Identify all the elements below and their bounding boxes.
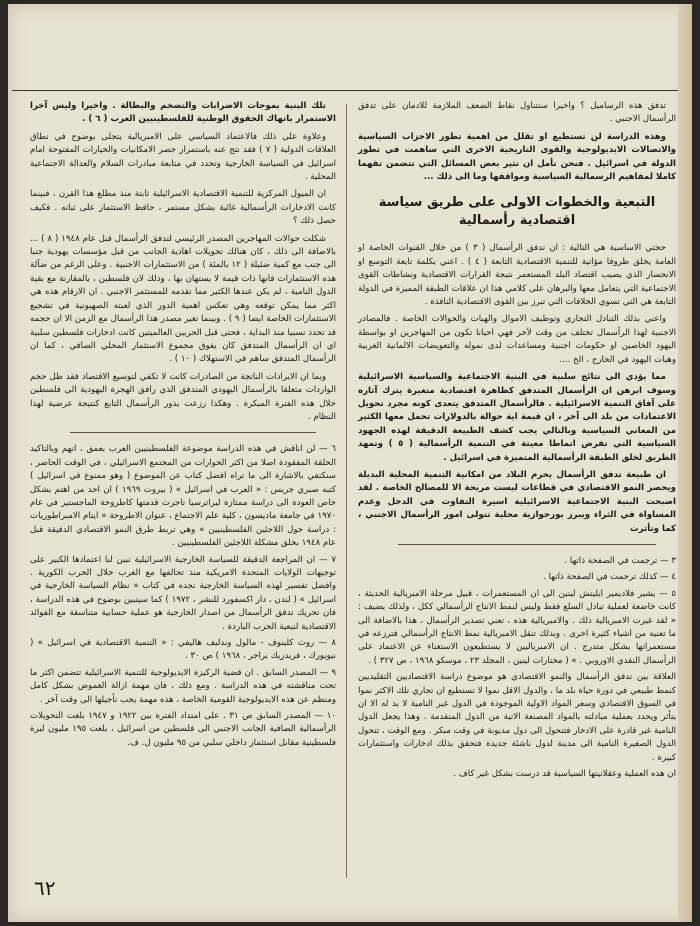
page: [8, 4, 692, 922]
paragraph: واعني بذلك التبادل التجاري وتوظيف الاموال والهبات والحوالات الخاصة . فالمصادر الاجنبية لهذا الرأسمال تختلف من وقت لآخر فهي احيانا تكون من المهاجرين او بواسطة اليهود الخاصين او حكومات اجنبية ومساعدات لدى نموله والتعويضات الالمانية الغربية وهبات اليهود في الخارج ، الخ ....: [358, 314, 676, 365]
footnote: ٦ — لن اناقش في هذه الدراسة موضوعة الفلسطينيين العرب بعمق ، انهم وبالتاكيد الحلقة المفقودة اصلا من اكثر الحوارات من المجتمع الاسرائيلي ، في الوقت الحاضر ، سنكتفي بالاشارة الى ما تراه افضل كتاب عن الموضوع ( وهو ممنوع في اسرائيل ) كتبه صبري جريس : « العرب في اسرائيل » ( بيروت ١٩٦٩ ) ان احد من اهتم بشكل خاص العودة الى دراسة ممتازة ليراترسيا تاجرت قدمتها كاطروحة الماجستير في عام ١٩٧٠ في جامعة ماديسون ، كلية علم الاجتماع ، عنوان الاطروحة « ايتام الامبراطوريات : دراسة حول اللاجئين الفلسطينيين » وهي تربط طرق النمو الاقتصادي الدقيقة قبل عام ١٩٤٨ بخلق مشكلة اللاجئين الفلسطينيين .: [30, 444, 337, 549]
paragraph: مما يؤدي الى نتائج سلبية في البنية الاجتماعية والسياسية الاسرائيلية وسوف ابرهن ان الرأسمال المتدفق كظاهرة اقتصادية متغيرة يترك آثاره على آفاق التنمية الاسرائيلية . فالرأسمال المتدفق يتعدى كونه مجرد تحويل الاعتمادات من بلد الى آخر ، ان قيمة اية حوالة بالدولارات تحمل معها الكثير من المعاني السياسية وبالتالي يجب كشف الطبيعة الدقيقة لهذه الجهود السياسية التي تفرض انماطا معينة في التنمية الرأسمالية ( ٥ ) وتمهد الطريق لخلق الطبقة الرأسمالية المتميزة في اسرائيل .: [358, 372, 676, 463]
page-edge: [678, 4, 692, 922]
footnote: ٥ — يشير فلاديمير ايليتش لينين الى ان المستعمرات ، قبيل مرحلة الامبريالية الحديثة ، كانت خاضعة لعملية تبادل السلع فقط وليس لنمط الانتاج الرأسمالي ككل ، ولذلك يضيف : « لقد غيرت الامبريالية ذلك . والامبريالية هذه ، تعني تصدير الرأسمال ، هذا بالاضافة الى ما تعنيه من اشياء كثيرة اخرى . وبذلك تنقل الامبريالية نمط الانتاج الرأسمالي فترزعه في مستعمراتها بشكل متدرج . ان الامبرياليين لا يستطيعون الاستغناء عن الاعتماد على الرأسمال النقدي الاوروبي . » ( مختارات لينين ، المجلد ٢٣ ، موسكو ١٩٦٨ ، ص ٣٢٧ ) .: [358, 588, 676, 666]
paragraph: حجتي الاساسية هي التالية : ان تدفق الرأسمال ( ٣ ) من خلال القنوات الخاصة او العامة يخلق ظروفا مؤاتية للتنمية الاقتصادية التابعة ( ٤ ) . اعني بكلمة تابعة التوسع او الانحسار الذي يصيب اقتصاد البلد المستعمر نتيجة القرارات الاقتصادية ونشاطات القوى الاجتماعية التي يتعامل معها والبرهان على كلامي هذا ان علاقات الطبقة المميزة في الدولة التابعة هي التي تسوي الخلافات التي تبرز بين القوى الاقتصادية النافذة .: [358, 243, 677, 308]
footnote: ٧ — ان المراجعة الدقيقة للسياسة الخارجية الاسرائيلية تبين لنا اعتمادها الكبير على توجيهات الولايات المتحدة الامريكية منذ تحالفها مع الغرب خلال الحرب الكورية . وافضل تفسير لهذه السياسة الخارجية نجده في كتاب « نظام السياسة الخارجية في اسرائيل » ( لندن ، دار اكسفورد للنشر ، ١٩٧٢ ) كما سيتبين بوضوح في هذه الدراسة ، فان تحريك تدفق الرأسمال من اصدار الخارجية هو عملية حسابية متناسقة مع الفوائد الاقتصادية لتبعية الحرب الباردة .: [30, 554, 336, 632]
column-divider: [346, 104, 347, 878]
footnote: ٨ — روث كلينوف - مالول وندليف هاليفي : « التنمية الاقتصادية في اسرائيل » ( نيويورك ، فريدريك براجر ، ١٩٦٨ ) ص ٣٠ .: [30, 638, 336, 662]
left-column: [30, 100, 336, 753]
footnote-rule: [70, 432, 316, 433]
footnote: ٤ — كذلك ترجمت في الصفحة ذاتها .: [543, 572, 676, 583]
header-rule: [12, 90, 678, 91]
paragraph: ان طبيعة تدفق الرأسمال يحرم البلاد من امكانية التنمية المحلية البديلة ويحصر النمو الاقتصادي في قطاعات ليست مربحة الا للمصالح الخاصة . لقد اصبحت البنية الاجتماعية الاسرائيلية اسيرة التفاوت في الدخل وعدم المساواة في الثراء ويبرز بورجوازية محلية تتولى امور الرأسمال الاجنبي ، كما وتأثرت: [358, 469, 676, 534]
footnote: ان هذه العملية وعقلانيتها السياسية قد درست بشكل غير كاف .: [453, 769, 676, 780]
page-number: ٦٢: [34, 876, 56, 900]
footnote: ٣ — ترجمت في الصفحة ذاتها .: [564, 555, 676, 566]
intro-paragraph: تدفق هذه الرساميل ؟ واخيرا سنتناول نقاط الضعف الملازمة للادمان على تدفق الرأسمال الاجنبي .: [358, 101, 676, 125]
section-heading: التبعية والخطوات الاولى على طريق سياسة اقتصادية رأسمالية: [378, 195, 656, 229]
footnote: ١٠ — المصدر السابق ص ٣١ . على امتداد الفترة بين ١٩٢٢ و ١٩٤٧ بلغت التحويلات الرأسمالية الصافية الجانب الاجنبي الى فلسطين من اسرائيل ، بلغت ١٩٥ مليون ليرة فلسطينية مقابل استثمار داخلي سلبي من ٩٥ مليون ل. ف.: [30, 711, 336, 748]
right-column: [358, 100, 676, 784]
paragraph: ان الميول المركزية للتنمية الاقتصادية الاسرائيلية ثابتة منذ مطلع هذا القرن ، فبينما كانت الادخارات الرأسمالية غائبة بشكل مستمر ، حافظ الاستثمار على ثباته . فكيف حصل ذلك ؟: [30, 189, 336, 227]
paragraph: وعلاوة على ذلك فالاعتماد السياسي على الامبريالية يتجلى بوضوح في نطاق العلاقات الدولية ( ٧ ) فقد نتج عنه باستمرار حصر الامكانيات والخيارات المفتوحة امام اسرائيل في السياسة الخارجية وتحدد في متابعة مبادرات السلام والعدالة الاجتماعية المحلية .: [30, 131, 336, 183]
paragraph: تلك البنية بموجات الاضرابات والتضخم والبطالة . واخيرا وليس آخرا الاستمرار باتهاك الحقوق الوطنية للفلسطينيين العرب ( ٦ ) .: [30, 101, 336, 125]
paragraph: وبما ان الايرادات الناتجة من الصادرات كانت لا تكفي لتوسيع الاقتصاد فقد ظل حجم الواردات متعلقا بالرأسمال اليهودي المتدفق الذي رافق الهجرة اليهودية الى فلسطين خلال هذه الفترة المبكرة . وهكذا رزعت بذور الرأسمال التابع كنتيجة عرضية لهذا النظام .: [30, 371, 336, 422]
footnote: ٩ — المصدر السابق . ان قضية الركيزة الايديولوجية للتنمية الاسرائيلية تتضمن اكثر ما تحت مناقشته في هذه الدراسة . ومع ذلك ، فان مهمة ازالة الغموض بشكل كامل ومنظم عن هذه الايديولوجية القومية الخاصة ، هذه مهمة يجب تأجيلها الى وقت آخر .: [30, 667, 336, 705]
footnote-rule: [398, 544, 656, 545]
paragraph: وهذه الدراسة لن تستطيع او تقلل من اهمية تطور الاحزاب السياسية والاتصالات الايديولوجية والقوى التاريخية الاخرى التي ساهمت في تطور الدولة في اسرائيل . فنحن نأمل ان نثير بعض المسائل التي تتضمن تفهما كاملا لمفاهيم الرسمالية السياسية ومواقفها وما الى ذلك ...: [358, 131, 676, 183]
paragraph: شكلت حوالات المهاجرين المصدر الرئيسي لتدفق الرأسمال قبل عام ١٩٤٨ ( ٨ ) ... بالاضافة الى ذلك ، كان هنالك تحويلات اهادية الجانب من قبل مؤسسات يهودية جنبا الى جنب مع كمية ضئيلة ( ١٢ بالمئة ) من الاستثمارات الاجنبية . وعلى الرغم من ضآلة هذه الاستثمارات فانها ذات قيمة لا يستهان بها ، وذلك لان فلسطين ، بالمقارنة مع بقية الدول النامية ، لم يكن عندها الكثير مما تقدمه للمستثمر الاجنبي . ان الارقام هذه هي اكثر مما يمكن توقعه وهي تعكس اهمية الدور الذي لعبته الصهيونية في تشجيع الاستثمارات الخاصة ايضا ( ٩ ) . وبينما تغير مصدر هذا الرأسمال مع الزمن الا ان حجمه قد تحدد نسبيا منذ البداية ، فحتى قبل الحربين العالميتين كانت ادخارات فلسطين سلبية اي ان الرأسمال المتدفق كان يفوق مجموع الاستثمار المحلي الصافي ، كما ان الرأسمال المتدفق ساهم في الاستهلاك ( ١٠ ) .: [30, 233, 336, 365]
footnote: العلاقة بين تدفق الرأسمال والنمو الاقتصادي هو موضوع دراسة الاقتصاديين التقليديين كنمط طبيعي في دورة حياة بلد ما ، والدول الاقل نموا لا تستطيع ان تجاري تلك الاكثر نموا في السوق الاقتصادي وسعر المواد الاولية الموجودة في الدول غير النامية لا بد له الا ان يتأثر ويحدد بعملية مبادلته بالمواد المصنعة الاتية من الدول المتقدمة . وهذا يجعل الدول النامية غير قادرة على الادخار فتتحول الى دول مديونة في وقت مبكر . ومع الوقت ، تتحول الدول الصغيرة النامية الى مدينة لدول ناشئة جديدة فتحقق بذلك ادخارات واستثمارات كبيرة .: [358, 672, 676, 763]
